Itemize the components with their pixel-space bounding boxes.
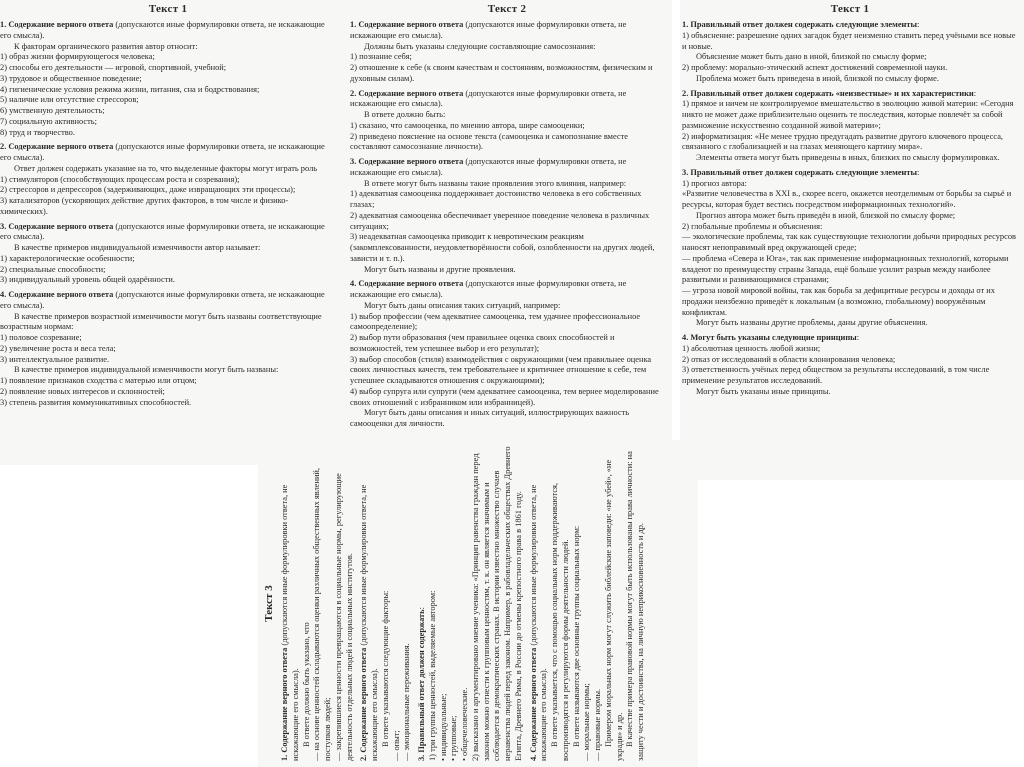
- text-line: К факторам органического развития автор относит:: [14, 41, 198, 51]
- page-title: Текст 1: [830, 3, 870, 15]
- text-line: • общечеловеческие.: [460, 687, 470, 761]
- text-line: 2) приведено пояснение на основе текста (самооценка и самопознание вместе составляют самосознание личности).: [350, 131, 628, 152]
- text-line: 3) ответственность учёных перед обществом за результаты исследований, в том числе применение результатов исследований.: [682, 365, 990, 386]
- text-line: 3) неадекватная самооценка приводит к невротическим реакциям (закомплексованности, неудовлетворённости собой, озлобленности на других людей, зависти и т. п.).: [350, 232, 655, 263]
- text-line: 3. Правильный ответ должен содержать:: [417, 607, 427, 761]
- page-body: [682, 20, 1018, 398]
- text-line: Примером моральных норм могут служить библейские заповеди: «не убей», «не укради» и др.: [603, 459, 624, 761]
- rotated-page-content: [258, 440, 698, 767]
- text-line: В ответе должно быть:: [364, 110, 446, 120]
- text-line: 2. Правильный ответ должен содержать «неизвестные» и их характеристики:: [682, 88, 977, 98]
- text-line: 3) интеллектуальное развитие.: [0, 354, 110, 364]
- text-line: 1) прогноз автора:: [682, 178, 747, 188]
- text-line: — правовые нормы.: [593, 688, 603, 761]
- text-line: 2) отношение к себе (к своим качествам и состояниям, возможностям, физическим и духовным силам).: [350, 63, 653, 83]
- text-line: 5) наличие или отсутствие стрессоров;: [0, 95, 139, 105]
- text-line: Объяснение может быть дано в иной, близкой по смыслу форме;: [696, 52, 927, 62]
- text-line: — проблема «Севера и Юга», так как применение информационных технологий, которыми владеют по преимуществу страны Запада, ещё больше усилит разрыв между наиболее развитыми и развивающимися странами;: [682, 253, 1009, 285]
- text-line: 2. Содержание верного ответа (допускаются иные формулировки ответа, не искажающие его смысла).: [350, 88, 627, 109]
- text-line: 3. Правильный ответ должен содержать следующие элементы:: [682, 167, 920, 177]
- text-line: «Развитие человечества в XXI в., скорее всего, окажется неотделимым от борьбы за сырьё и ресурсы, которая будет вестись посредством информационных технологий».: [682, 189, 1012, 210]
- text-line: — опыт;: [391, 730, 401, 761]
- text-line: 3) выбор способов (стиля) взаимодействия с окружающими (чем правильнее оценка своих личностных качеств, тем требовательнее и критичнее отношение к себе, тем успешнее складываются отношения с окружающими);: [350, 354, 652, 386]
- text-line: Элементы ответа могут быть приведены в иных, близких по смыслу формулировках.: [696, 153, 1000, 163]
- text-line: 2) высказано и аргументировано мнение ученика: «Принцип равенства граждан перед законом можно отнести к групповым ценностям, т. к. он является значимым и соблюдается в демократических странах. В истории известно множество случаев неравенства людей перед законом. Например, в рабовладельческих обществах Древнего Египта, Древнего Рима, в России до отмены крепостного права в 1861 году.: [470, 446, 523, 761]
- text-line: 2. Содержание верного ответа (допускаются иные формулировки ответа, не искажающие его смысла).: [359, 484, 380, 761]
- page-text-3-rotated: [258, 440, 698, 767]
- text-line: 1) сказано, что самооценка, по мнению автора, шире самооценки;: [350, 120, 585, 130]
- text-line: 4. Могут быть указаны следующие принципы:: [682, 333, 860, 343]
- text-line: В качестве примеров индивидуальной изменчивости могут быть названы:: [14, 365, 279, 375]
- text-line: 2) выбор пути образования (чем правильнее оценка своих способностей и возможностей, тем успешнее выбор и его результат);: [350, 333, 615, 353]
- text-line: 2) способы его деятельности — игровой, спортивной, учебной;: [0, 63, 227, 73]
- text-line: 4. Содержание верного ответа (допускаются иные формулировки ответа, не искажающие его смысла).: [528, 484, 549, 761]
- text-line: Проблема может быть приведена в иной, близкой по смыслу форме.: [696, 73, 939, 83]
- text-line: 2) информатизация: «Не менее трудно предугадать развитие другого ключевого процесса, связанного с глобализацией и на глазах меняющего картину мира».: [682, 131, 1004, 152]
- page-title: Текст 1: [148, 3, 188, 15]
- blank-area-left: [0, 465, 258, 767]
- text-line: 3) индивидуальный уровень общей одарённости.: [0, 275, 175, 285]
- text-line: В качестве примера правовой нормы могут быть использованы права личности: на защиту чести и достоинства, на личную неприкосновенность и др.: [625, 451, 646, 761]
- text-line: 2) появление новых интересов и склонностей;: [0, 386, 165, 396]
- text-line: 3) степень развития коммуникативных способностей.: [0, 397, 192, 407]
- text-line: В качестве примеров индивидуальной изменчивости автор называет:: [14, 243, 261, 253]
- text-line: — эмоциональные переживания.: [402, 643, 412, 761]
- blank-area-right: [698, 480, 1024, 767]
- text-line: Ответ должен содержать указание на то, что выделенные факторы могут играть роль: [14, 163, 318, 173]
- text-line: 1) половое созревание;: [0, 333, 82, 343]
- text-line: 1. Содержание верного ответа (допускаются иные формулировки ответа, не искажающие его смысла).: [0, 20, 325, 40]
- text-line: • индивидуальные;: [438, 693, 448, 761]
- text-line: В ответе могут быть названы такие проявления этого влияния, например:: [364, 178, 627, 188]
- text-line: В ответе называются две основные группы социальных норм:: [571, 525, 581, 747]
- text-line: Могут быть названы и другие проявления.: [364, 264, 516, 274]
- text-line: 2) специальные способности;: [0, 264, 106, 274]
- text-line: 8) труд и творчество.: [0, 127, 75, 137]
- text-line: 1) появление признаков сходства с матерью или отцом;: [0, 376, 197, 386]
- text-line: Могут быть названы другие проблемы, даны другие объяснения.: [696, 318, 928, 328]
- text-line: — на основе ценностей складываются оценки различных общественных явлений, поступков людей;: [312, 467, 333, 761]
- text-line: 3. Содержание верного ответа (допускаются иные формулировки ответа, не искажающие его смысла).: [350, 157, 627, 177]
- page-body: [350, 20, 664, 430]
- text-line: 4. Содержание верного ответа (допускаются иные формулировки ответа, не искажающие его смысла).: [350, 279, 627, 300]
- text-line: Прогноз автора может быть приведён в иной, близкой по смыслу форме;: [696, 210, 956, 220]
- text-line: Могут быть даны описания и иных ситуаций, иллюстрирующих важность самооценки для личности.: [350, 408, 630, 429]
- text-line: 1) стимуляторов (способствующих процессам роста и созревания);: [0, 174, 240, 184]
- text-line: 1. Правильный ответ должен содержать следующие элементы:: [682, 20, 920, 30]
- text-line: Должны быть указаны следующие составляющие самосознания:: [364, 41, 596, 51]
- text-line: 1) образ жизни формирующегося человека;: [0, 52, 155, 62]
- text-line: • групповые;: [449, 715, 459, 761]
- text-line: 3. Содержание верного ответа (допускаются иные формулировки ответа, не искажающие его смысла).: [0, 221, 325, 242]
- text-line: 1. Содержание верного ответа (допускаются иные формулировки ответа, не искажающие его смысла).: [280, 484, 300, 761]
- page-title: Текст 2: [487, 3, 527, 15]
- text-line: Могут быть даны описания таких ситуаций, например:: [364, 300, 561, 310]
- text-line: 2) увеличение роста и веса тела;: [0, 343, 116, 353]
- text-line: 1) познание себя;: [350, 52, 412, 62]
- text-line: 2) отказ от исследований в области клонирования человека;: [682, 354, 896, 364]
- text-line: 1) абсолютная ценность любой жизни;: [682, 343, 821, 353]
- page-text-2: [342, 0, 672, 450]
- text-line: — закрепившиеся ценности превращаются в социальные нормы, регулирующие деятельность отдельных людей и социальных институтов.: [333, 473, 354, 761]
- text-line: — угроза новой мировой войны, так как борьба за дефицитные ресурсы и доходы от их продажи неизбежно приведёт к локальным (а возможно, глобальному) вооружённым конфликтам.: [682, 286, 995, 317]
- text-line: 2) адекватная самооценка обеспечивает уверенное поведение человека в различных ситуациях;: [350, 210, 650, 231]
- text-line: 6) умственную деятельность;: [0, 106, 105, 116]
- page-text-1-right: [680, 0, 1024, 480]
- text-line: В ответе должно быть указано, что: [301, 622, 311, 747]
- text-line: Могут быть указаны иные принципы.: [696, 386, 831, 396]
- text-line: 1) характерологические особенности;: [0, 253, 135, 263]
- page-title: Текст 3: [263, 585, 275, 622]
- text-line: В ответе указываются следующие факторы:: [380, 590, 390, 747]
- text-line: 2) стрессоров и депрессоров (задерживающих, даже извращающих эти процессы);: [0, 185, 296, 195]
- text-line: 1) прямое и ничем не контролируемое вмешательство в эволюцию живой материи: «Сегодня никто не может даже приблизительно оценить те последствия, которые повлечёт за собой размножение искусственно созданной живой материи»;: [682, 99, 1014, 130]
- text-line: В качестве примеров возрастной изменчивости могут быть названы соответствующие возрастным нормам:: [0, 311, 322, 332]
- text-line: 2. Содержание верного ответа (допускаются иные формулировки ответа, не искажающие его смысла).: [0, 142, 325, 163]
- text-line: 1. Содержание верного ответа (допускаются иные формулировки ответа, не искажающие его смысла).: [350, 20, 627, 40]
- text-line: 4. Содержание верного ответа (допускаются иные формулировки ответа, не искажающие его смысла).: [0, 290, 325, 310]
- text-line: 2) проблему: морально-этический аспект достижений современной науки.: [682, 63, 948, 73]
- text-line: 1) выбор профессии (чем адекватнее самооценка, тем удачнее профессиональное самоопределение);: [350, 311, 641, 332]
- text-line: 2) глобальные проблемы и объяснения:: [682, 221, 823, 231]
- text-line: — моральные нормы;: [582, 683, 592, 761]
- text-line: 3) трудовое и общественное поведение;: [0, 73, 142, 83]
- page-body: [0, 20, 336, 408]
- text-line: 1) объяснение: разрешение одних загадок будет неизменно ставить перед учёными все новые и новые.: [682, 30, 1016, 51]
- text-line: — экологические проблемы, так как существующие технологии добычи природных ресурсов наносят непоправимый вред окружающей среде;: [682, 232, 1016, 253]
- text-line: 3) катализаторов (ускоряющих действие других факторов, в том числе и физико-химических).: [0, 196, 289, 216]
- page-text-1-left: [0, 0, 342, 465]
- text-line: 4) выбор супруга или супруги (чем адекватнее самооценка, тем вернее моделирование своих отношений с избранником или избранницей).: [350, 386, 659, 407]
- text-line: 7) социальную активность;: [0, 116, 97, 126]
- text-line: 4) гигиенические условия режима жизни, питания, сна и бодрствования;: [0, 84, 260, 94]
- text-line: 1) три группы ценностей, выделяемые автором:: [427, 590, 437, 761]
- text-line: 1) адекватная самооценка поддерживает достоинство человека в его собственных глазах;: [350, 189, 642, 210]
- page-body: [280, 446, 647, 761]
- text-line: В ответе указывается, что с помощью социальных норм поддерживаются, воспроизводятся и регулируются формы деятельности людей.: [550, 483, 570, 761]
